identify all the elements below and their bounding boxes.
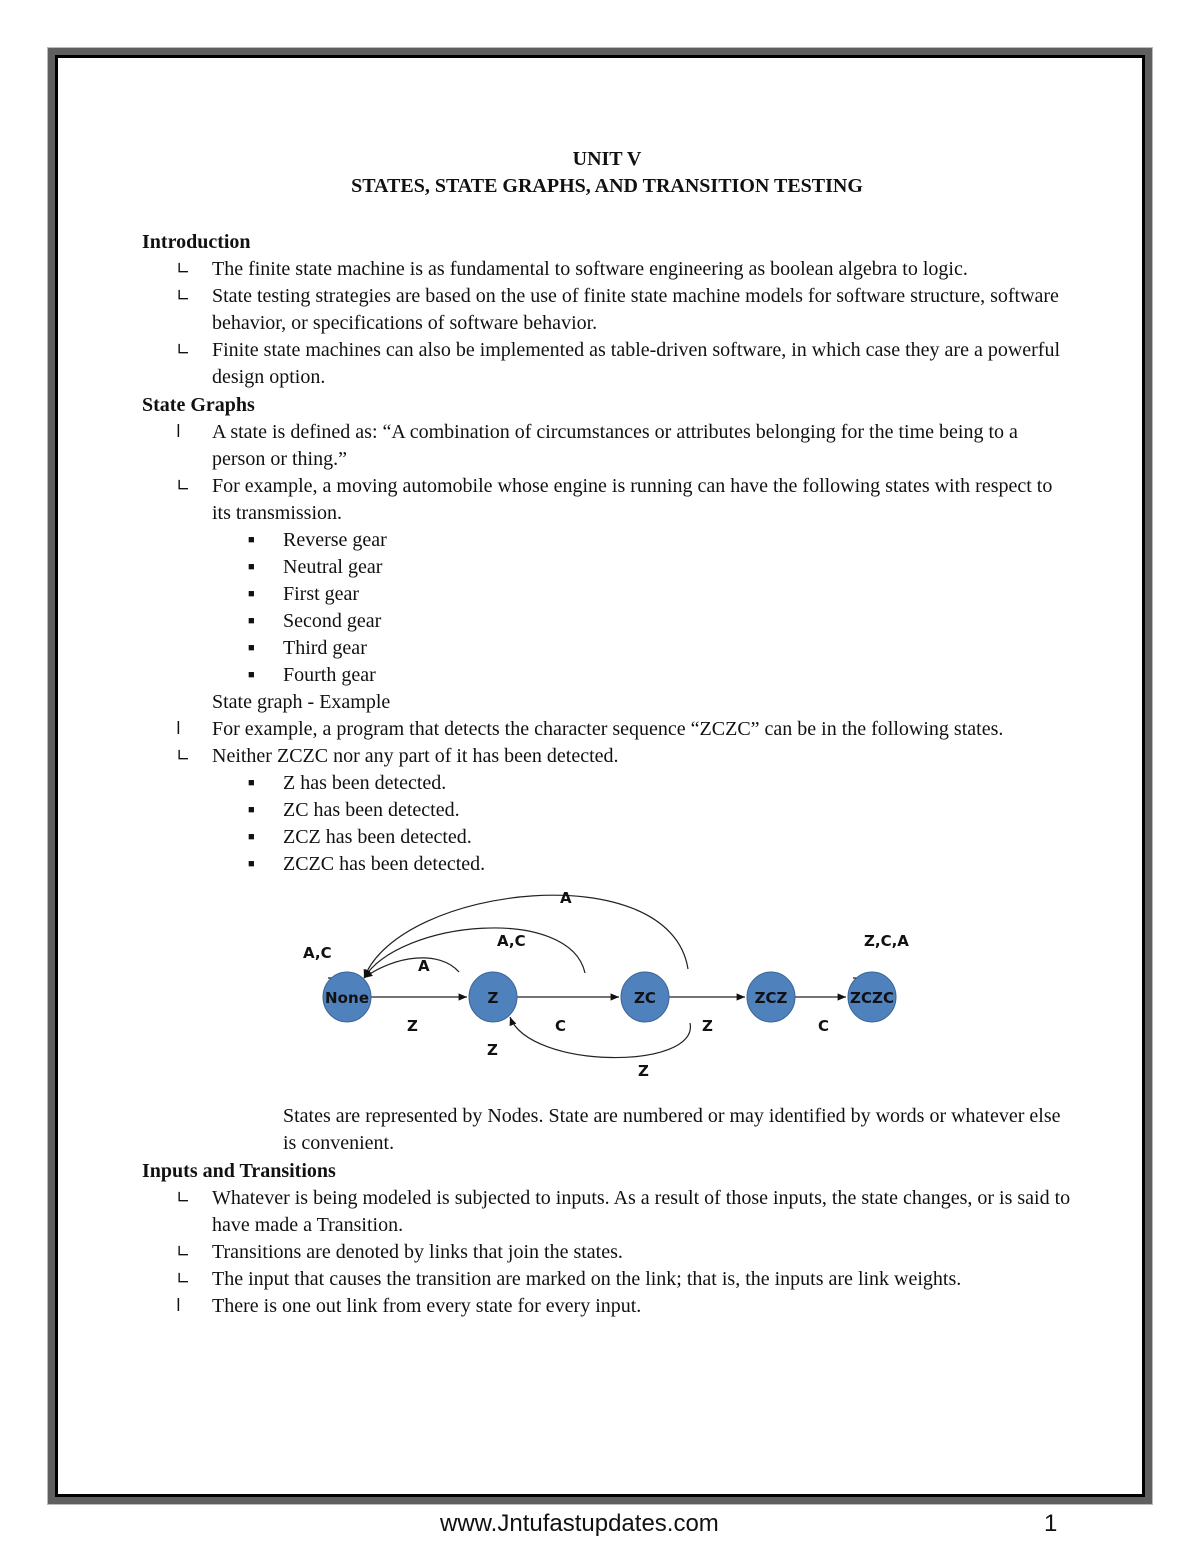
heading-inputs-transitions: Inputs and Transitions bbox=[142, 1160, 336, 1182]
edge-label: Z,C,A bbox=[864, 932, 909, 950]
edge-z-none bbox=[364, 958, 459, 978]
unit-title: UNIT V bbox=[572, 148, 642, 170]
state-node-label: ZCZC bbox=[850, 989, 894, 1007]
list-item: ∟ The finite state machine is as fundamental to software engineering as boolean algebra to logic. bbox=[176, 258, 968, 280]
state-item: ■ ZCZC has been detected. bbox=[248, 853, 486, 875]
edge-label: C bbox=[818, 1017, 830, 1035]
diagram-caption: States are represented by Nodes. State are numbered or may identified by words or whatever else is convenient. bbox=[283, 1105, 1061, 1154]
gear-item: ■ Neutral gear bbox=[248, 556, 383, 578]
example-label: State graph - Example bbox=[212, 691, 391, 713]
state-item: ■ Z has been detected. bbox=[248, 772, 447, 794]
list-item: l A state is defined as: “A combination of circumstances or attributes belonging for the time being to a person or thing.” bbox=[176, 421, 1018, 470]
doc-title: STATES, STATE GRAPHS, AND TRANSITION TESTING bbox=[351, 175, 863, 197]
state-node-label: None bbox=[325, 989, 369, 1007]
heading-state-graphs: State Graphs bbox=[142, 394, 255, 416]
state-item: ■ ZC has been detected. bbox=[248, 799, 460, 821]
edge-label: Z bbox=[638, 1062, 649, 1080]
edge-label: Z bbox=[487, 1041, 498, 1059]
edge-label: C bbox=[555, 1017, 567, 1035]
edge-label: Z bbox=[407, 1017, 418, 1035]
edge-label: A,C bbox=[497, 932, 526, 950]
gear-item: ■ Reverse gear bbox=[248, 529, 387, 551]
gear-item: ■ Second gear bbox=[248, 610, 382, 632]
list-item: l There is one out link from every state for every input. bbox=[176, 1295, 642, 1317]
edge-label: A bbox=[560, 889, 572, 907]
state-node-label: Z bbox=[487, 989, 499, 1007]
edge-zcz-none bbox=[364, 895, 688, 978]
document-body bbox=[142, 146, 1072, 1320]
heading-introduction: Introduction bbox=[142, 231, 251, 253]
edge-zc-none bbox=[364, 928, 585, 978]
edge-label: A bbox=[418, 957, 430, 975]
edge-zcz-z bbox=[510, 1017, 690, 1058]
edge-label: A,C bbox=[303, 944, 332, 962]
list-item: ∟ Transitions are denoted by links that join the states. bbox=[176, 1241, 623, 1263]
gear-item: ■ Fourth gear bbox=[248, 664, 376, 686]
footer-url[interactable]: www.Jntufastupdates.com bbox=[440, 1510, 719, 1537]
state-node-label: ZCZ bbox=[754, 989, 788, 1007]
list-item: ∟ Whatever is being modeled is subjected to inputs. As a result of those inputs, the state changes, or is said to have made a Transition. bbox=[176, 1187, 1071, 1236]
page-number: 1 bbox=[1044, 1510, 1058, 1537]
gear-item: ■ First gear bbox=[248, 583, 360, 605]
gear-item: ■ Third gear bbox=[248, 637, 367, 659]
list-item: ∟ Neither ZCZC nor any part of it has been detected. bbox=[176, 745, 619, 767]
state-graph-diagram bbox=[290, 878, 1072, 1103]
state-node-label: ZC bbox=[634, 989, 656, 1007]
list-item: ∟ For example, a moving automobile whose engine is running can have the following states with respect to its transmission. bbox=[176, 475, 1053, 524]
list-item: ∟ Finite state machines can also be implemented as table-driven software, in which case they are a powerful design option. bbox=[176, 339, 1061, 388]
list-item: ∟ State testing strategies are based on the use of finite state machine models for software structure, software behavior, or specifications of software behavior. bbox=[176, 285, 1059, 334]
list-item: l For example, a program that detects the character sequence “ZCZC” can be in the following states. bbox=[176, 718, 1004, 740]
list-item: ∟ The input that causes the transition are marked on the link; that is, the inputs are link weights. bbox=[176, 1268, 962, 1290]
state-item: ■ ZCZ has been detected. bbox=[248, 826, 472, 848]
edge-label: Z bbox=[702, 1017, 713, 1035]
